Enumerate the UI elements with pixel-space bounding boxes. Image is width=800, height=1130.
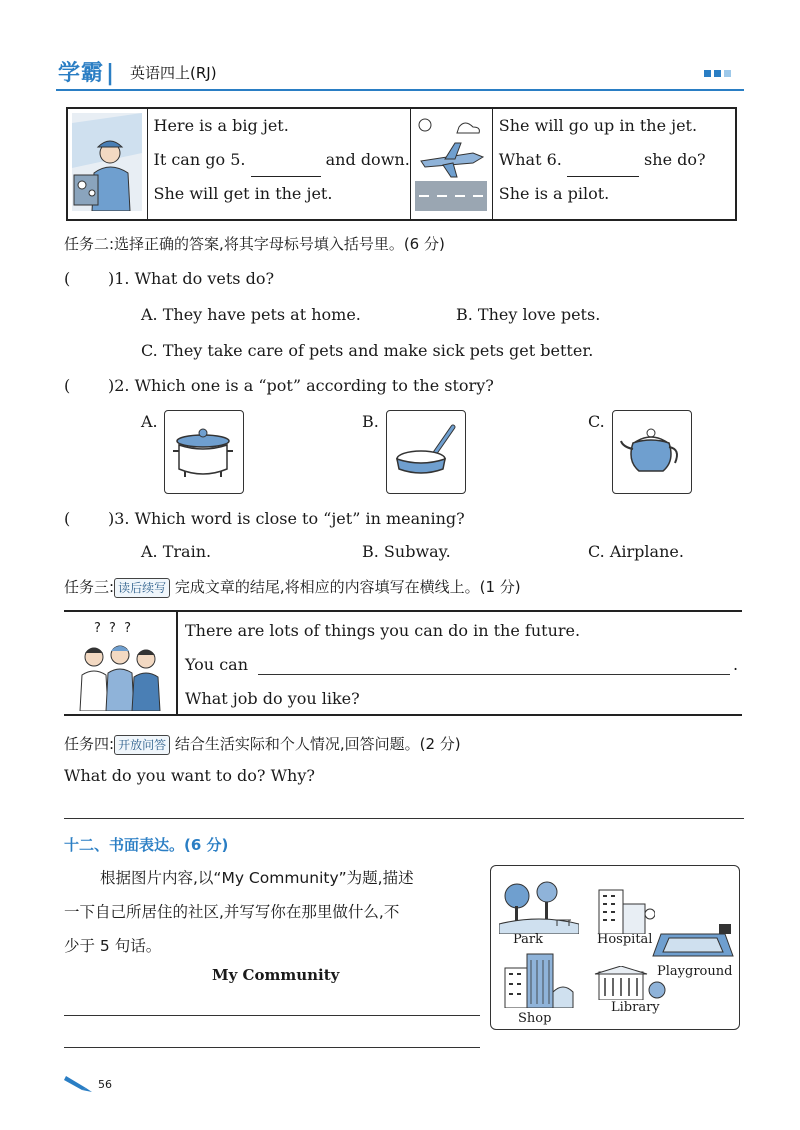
story-right-line3: She is a pilot. [498, 184, 610, 203]
task3-period: . [733, 655, 739, 674]
task2-heading: 任务二:选择正确的答案,将其字母标号填入括号里。(6 分) [64, 235, 445, 253]
library-icon [593, 966, 671, 1000]
q3-option-c[interactable]: C. Airplane. [588, 542, 684, 561]
q3-paren[interactable]: ( [64, 509, 71, 528]
task3-line2: You can [185, 655, 248, 674]
library-label: Library [611, 1000, 660, 1015]
task4-heading: 任务四: 开放问答 结合生活实际和个人情况,回答问题。(2 分) [64, 735, 461, 753]
book-title: 英语四上(RJ) [130, 64, 217, 82]
shop-icon [501, 952, 581, 1008]
header-squares [704, 70, 731, 77]
essay-title: My Community [212, 966, 340, 984]
story-left-line3: She will get in the jet. [153, 184, 333, 203]
task3-answer-line[interactable] [258, 674, 730, 675]
hospital-label: Hospital [597, 932, 653, 947]
hospital-icon [595, 884, 655, 934]
essay-line-2[interactable] [64, 1047, 480, 1048]
task4-question: What do you want to do? Why? [64, 766, 315, 785]
playground-label: Playground [657, 964, 733, 979]
section12-heading: 十二、书面表达。(6 分) [64, 836, 229, 854]
page-number: 56 [98, 1078, 112, 1091]
park-label: Park [513, 932, 544, 947]
park-icon [499, 880, 579, 934]
section12-para1: 根据图片内容,以“My Community”为题,描述 [100, 869, 414, 887]
pilot-cockpit-picture [67, 108, 147, 220]
shop-label: Shop [518, 1011, 552, 1026]
task3-tag: 读后续写 [114, 578, 170, 598]
q1-option-a[interactable]: A. They have pets at home. [141, 305, 361, 324]
task4-answer-line[interactable] [64, 818, 744, 819]
task3-divider [176, 612, 178, 714]
story-table [66, 107, 737, 221]
logo: 学霸| [58, 61, 116, 86]
teapot-icon[interactable] [612, 410, 692, 494]
q2-option-b[interactable]: B. [362, 412, 379, 431]
q1-option-c[interactable]: C. They take care of pets and make sick pets get better. [141, 341, 594, 360]
essay-line-1[interactable] [64, 1015, 480, 1016]
playground-icon [651, 924, 735, 964]
q2-paren[interactable]: ( [64, 376, 71, 395]
task4-tag: 开放问答 [114, 735, 170, 755]
q2-text: )2. Which one is a “pot” according to the story? [108, 376, 494, 395]
story-left-line1: Here is a big jet. [153, 116, 289, 135]
kids-thinking-picture: ? ? ? [66, 613, 174, 713]
q1-paren[interactable]: ( [64, 269, 71, 288]
q1-option-b[interactable]: B. They love pets. [456, 305, 601, 324]
section12-para2: 一下自己所居住的社区,并写写你在那里做什么,不 [64, 903, 400, 921]
jet-picture [410, 108, 492, 220]
pan-icon[interactable] [386, 410, 466, 494]
task3-line3: What job do you like? [185, 689, 360, 708]
pot-icon[interactable] [164, 410, 244, 494]
task3-line1: There are lots of things you can do in the future. [185, 621, 581, 640]
q2-option-a[interactable]: A. [141, 412, 158, 431]
task3-heading: 任务三: 读后续写 完成文章的结尾,将相应的内容填写在横线上。(1 分) [64, 578, 521, 596]
pen-icon [64, 1072, 92, 1092]
section12-para3: 少于 5 句话。 [64, 937, 162, 955]
q3-text: )3. Which word is close to “jet” in meaning? [108, 509, 465, 528]
story-left-line2: It can go 5. and down. [148, 143, 410, 177]
header-rule [56, 89, 744, 91]
community-map [490, 865, 740, 1030]
q3-option-b[interactable]: B. Subway. [362, 542, 451, 561]
q2-option-c[interactable]: C. [588, 412, 605, 431]
story-right-line2: What 6. she do? [493, 143, 735, 177]
q3-option-a[interactable]: A. Train. [141, 542, 212, 561]
story-right-line1: She will go up in the jet. [498, 116, 698, 135]
q1-text: )1. What do vets do? [108, 269, 275, 288]
